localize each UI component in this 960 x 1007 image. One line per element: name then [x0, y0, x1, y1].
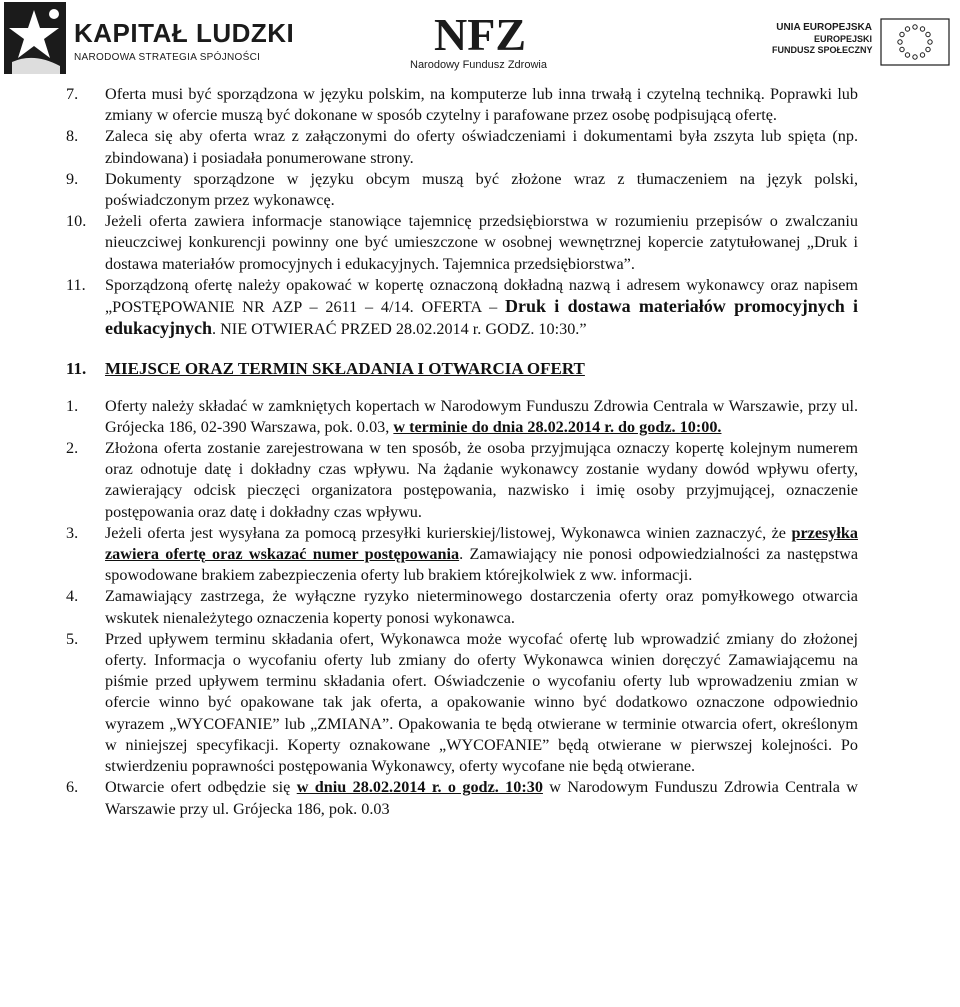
section-item-1: [66, 396, 858, 438]
section-item-4: [66, 586, 858, 628]
kapital-ludzki-logo: [4, 2, 295, 74]
offer-title-bold: Druk i dostawa materiałów promocyjnych i edukacyjnych: [105, 296, 858, 339]
kapital-ludzki-star-icon: [4, 2, 66, 74]
nfz-subtitle: Narodowy Fundusz Zdrowia: [410, 59, 547, 71]
eu-social-fund-logo: [772, 18, 956, 70]
section-heading: [66, 358, 858, 379]
list-number: 9.: [66, 169, 79, 188]
emphasis-text: przesyłka zawiera ofertę oraz wskazać numer postępowania: [105, 523, 858, 564]
list-item-8: [66, 126, 858, 168]
section-title: MIEJSCE ORAZ TERMIN SKŁADANIA I OTWARCIA OFERT: [105, 359, 585, 379]
list-item-10: [66, 211, 858, 275]
list-number: 4.: [66, 587, 79, 606]
list-text: Oferty należy składać w zamkniętych kopertach w Narodowym Funduszu Zdrowia Centrala w Warszawie, przy ul. Grójecka 186, 02-390 Warszawa, pok. 0.03,: [105, 396, 858, 436]
list-text: Zaleca się aby oferta wraz z załączonymi do oferty oświadczeniami i dokumentami była zszyta lub spięta (np. zbindowana) i posiadała ponumerowane strony.: [105, 127, 858, 167]
section-item-2: [66, 438, 858, 523]
eu-logo-text: [772, 22, 872, 57]
list-text: Oferta musi być sporządzona w języku polskim, na komputerze lub inna trwałą i czytelną techniką. Poprawki lub zmiany w ofercie muszą być dokonane w sposób czytelny i parafowane przez osobę podpisującą ofertę.: [105, 85, 858, 125]
list-text: Zamawiający zastrzega, że wyłączne ryzyko nieterminowego dostarczenia oferty oraz pomyłkowego otwarcia wskutek nienależytego oznaczenia koperty ponosi wykonawca.: [105, 587, 858, 627]
list-text: Otwarcie ofert odbędzie się: [105, 778, 297, 797]
list-text: Złożona oferta zostanie zarejestrowana w ten sposób, że osoba przyjmująca oznaczy kopertę kolejnym numerem oraz odnotuje datę i dokładny czas wpływu. Na żądanie wykonawcy zostanie wydany dowód wpływu oferty, zawierający odcisk pieczęci organizatora postępowania, nazwisko i imię osoby przyjmującej, oznaczenie postępowania oraz datę i dokładny czas wpływu.: [105, 439, 858, 521]
list-item-11: [66, 275, 858, 341]
nfz-mark-icon: [430, 10, 530, 56]
list-number: 2.: [66, 439, 79, 458]
deadline-text: w terminie do dnia 28.02.2014 r. do godz. 10:00.: [393, 417, 722, 436]
list-text: Jeżeli oferta zawiera informacje stanowiące tajemnicę przedsiębiorstwa w rozumieniu przepisów o zwalczaniu nieuczciwej konkurencji powinny one być umieszczone w osobnej wewnętrznej kopercie zatytułowanej „Druk i dostawa materiałów promocyjnych i edukacyjnych. Tajemnica przedsiębiorstwa”.: [105, 212, 858, 273]
list-text-cont: w Narodowym Funduszu Zdrowia Centrala w Warszawie przy ul. Grójecka 186, pok. 0.03: [105, 778, 858, 818]
opening-date-text: w dniu 28.02.2014 r. o godz. 10:30: [296, 778, 543, 797]
nfz-logo: [408, 10, 556, 72]
list-number: 6.: [66, 778, 79, 797]
list-number: 3.: [66, 523, 79, 542]
kapital-ludzki-title: KAPITAŁ LUDZKI: [74, 18, 295, 48]
list-text-cont: . Zamawiający nie ponosi odpowiedzialności za następstwa spowodowane brakiem zabezpieczenia oferty lub brakiem którejkolwiek z ww. informacji.: [105, 545, 858, 585]
document-body: [66, 84, 858, 820]
svg-text:NFZ: NFZ: [434, 10, 526, 56]
list-number: 11.: [66, 275, 86, 294]
list-item-7: [66, 84, 858, 126]
section-number: 11.: [66, 359, 87, 379]
kapital-ludzki-subtitle: NARODOWA STRATEGIA SPÓJNOŚCI: [74, 52, 261, 63]
list-text: Sporządzoną ofertę należy opakować w kopertę oznaczoną dokładną nazwą i adresem wykonawcy oraz napisem „POSTĘPOWANIE NR AZP – 2611 – 4/14. OFERTA –: [105, 275, 858, 317]
section-item-5: [66, 629, 858, 777]
section-item-3: [66, 523, 858, 587]
list-item-9: [66, 169, 858, 211]
list-text-cont: . NIE OTWIERAĆ PRZED 28.02.2014 r. GODZ. 10:30.”: [212, 320, 587, 339]
eu-line-1: UNIA EUROPEJSKA: [776, 22, 872, 33]
list-text: Dokumenty sporządzone w języku obcym muszą być złożone wraz z tłumaczeniem na język polski, poświadczonym przez wykonawcę.: [105, 169, 858, 210]
list-number: 1.: [66, 396, 79, 415]
list-number: 8.: [66, 127, 79, 146]
eu-line-3: FUNDUSZ SPOŁECZNY: [772, 45, 873, 55]
eu-flag-icon: [880, 18, 950, 66]
page-header: [0, 0, 960, 80]
eu-line-2: EUROPEJSKI: [813, 33, 872, 44]
list-number: 10.: [66, 212, 87, 231]
list-number: 7.: [66, 85, 79, 103]
list-number: 5.: [66, 629, 79, 648]
list-text: Jeżeli oferta jest wysyłana za pomocą przesyłki kurierskiej/listowej, Wykonawca winien zaznaczyć, że: [105, 523, 792, 542]
section-item-6: [66, 777, 858, 819]
list-text: Przed upływem terminu składania ofert, Wykonawca może wycofać ofertę lub wprowadzić zmiany do złożonej oferty. Informacja o wycofaniu oferty lub zmiany do oferty Wykonawca winien doręczyć Zamawiającemu na piśmie przed upływem terminu składania ofert. Oświadczenie o wycofaniu oferty lub wprowadzeniu zmian w ofercie winno być opakowane tak jak oferta, a opakowanie winno być dodatkowo oznaczone odpowiednio wyrazem „WYCOFANIE” lub „ZMIANA”. Opakowania te będą otwierane w terminie otwarcia ofert, określonym w niniejszej specyfikacji. Koperty oznakowane „WYCOFANIE” będą otwierane w pierwszej kolejności. Po stwierdzeniu poprawności postępowania Wykonawcy, oferty wycofane nie będą otwierane.: [105, 629, 858, 776]
